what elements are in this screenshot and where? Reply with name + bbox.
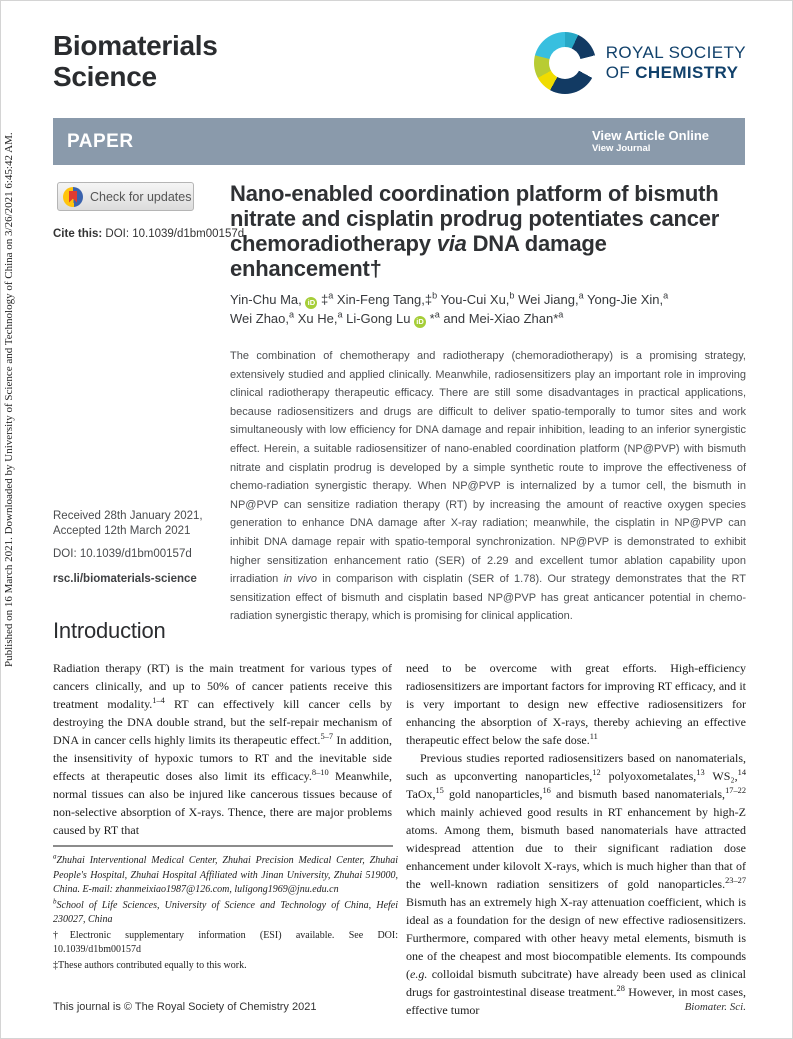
- footnote-marker-double-dagger: ‡: [53, 959, 58, 971]
- rsc-logo-of: OF: [605, 63, 636, 82]
- article-doi: DOI: 10.1039/d1bm00157d: [53, 548, 192, 560]
- footnote-marker-dagger: †: [53, 929, 70, 941]
- journal-title: [53, 30, 217, 92]
- download-statement: Published on 16 March 2021. Downloaded by University of Science and Technology of China on 3/26/2021 6:45:42 AM.: [3, 132, 15, 667]
- footnote-equal-contribution: [53, 959, 398, 974]
- footnote-text-equal: These authors contributed equally to this work.: [58, 959, 247, 971]
- cite-this-prefix: Cite this:: [53, 228, 106, 240]
- author-line-2: Wei Zhao,$^a$ Xu He,$^a$ Li-Gong Lu iD *$^a$ and Mei-Xiao Zhan*$^a$: [230, 309, 564, 326]
- article-info: [53, 509, 203, 587]
- view-journal-link[interactable]: View Journal: [591, 143, 651, 154]
- rsc-logo-line1: ROYAL SOCIETY: [605, 43, 746, 62]
- orcid-icon[interactable]: iD: [305, 297, 317, 309]
- footnote-text-b: School of Life Sciences, University of Science and Technology of China, Hefei 230027, China: [53, 899, 398, 925]
- rsc-logo-text: [606, 43, 746, 83]
- rsc-logo: [534, 32, 746, 94]
- check-for-updates-button[interactable]: [57, 182, 194, 211]
- crossmark-icon: [63, 187, 83, 207]
- rsc-logo-chemistry: CHEMISTRY: [635, 63, 739, 82]
- footnote-text-esi: Electronic supplementary information (ESI) available. See DOI: 10.1039/d1bm00157d: [53, 929, 398, 955]
- footnote-marker-a: a: [53, 852, 57, 861]
- abstract: The combination of chemotherapy and radiotherapy (chemoradiotherapy) is a promising strategy, extensively studied and applied clinically. Meanwhile, radiosensitizers play an important role in improving clinical radiotherapy therapeutic efficacy. There are still some disadvantages in practical applications, because radiosensitizers and drugs are difficult to deliver spatio-temporally to tumor sites and work simultaneously with low efficiency for DNA damage and repair inhibition, leading to an inferior synergistic effect. Herein, a suitable radiosensitizer of nano-enabled coordination platform (NP@PVP) with bismuth nitrate and cisplatin prodrug is developed by a simple synthetic route to improve the effectiveness of chemo-radiation synergistic therapy. When NP@PVP is internalized by a tumor cell, the bismuth in NP@PVP can sensitize radiation therapy (RT) by increasing the amount of reactive oxygen species generation to enhance DNA damage after X-ray radiation; meanwhile, the cisplatin in NP@PVP can inhibit DNA damage repair with spatio-temporal synchronization. NP@PVP is demonstrated to exhibit higher sensitization enhancement ratio (SER) of 2.29 and excellent tumor ablation capability upon irradiation in vivo in comparison with cisplatin (SER of 1.78). Our strategy demonstrates that the RT sensitization effect of bismuth and cisplatin based NP@PVP has great anticancer potential in chemo-radiation synergistic therapy, which is promising for clinical application.: [230, 350, 747, 623]
- page-footer: [53, 1001, 746, 1013]
- intro-paragraph-1: Radiation therapy (RT) is the main treatment for various types of cancers clinically, and up to 50% of cancer patients receive this treatment modality.$^{1-4}$ RT can effectively kill cancer cells by destroying the DNA double strand, but the self-repair mechanism of DNA in cancer cells highly limits its therapeutic effect.$^{5-7}$ In addition, the insensitivity of hypoxic tumors to RT and the inevitable side effects at therapeutic doses also limit its efficacy.$^{8-10}$ Meanwhile, normal tissues can also be injured like cancerous tissues because of non-selective absorption of X-rays. Thence, there are major problems caused by RT that: [53, 661, 393, 837]
- section-title-introduction: Introduction: [53, 618, 166, 643]
- masthead: [53, 30, 746, 94]
- received-date: Received 28th January 2021,: [53, 510, 203, 522]
- footnotes: [53, 845, 398, 974]
- intro-paragraph-2: Previous studies reported radiosensitizers based on nanomaterials, such as upconverting nanoparticles,$^{12}$ polyoxometalates,$^{13}$ WS₂,$^{14}$ TaOx,$^{15}$ gold nanoparticles,$^{16}$ and bismuth based nanomaterials,$^{17-22}$ which mainly achieved good results in RT enhancement by high-Z atoms. Among them, bismuth based nanomaterials have attracted widespread attention due to their significant radiation dose enhancement under kilovolt X-rays, which is much higher than that of the well-known radiation sensitizers of gold nanoparticles.$^{23-27}$ Bismuth has an extremely high X-ray attenuation coefficient, which is ideal as a foundation for the design of new effective radiosensitizers. Furthermore, compared with other heavy metal elements, bismuth is one of the cheapest and most biocompatible elements. Its compounds (e.g. colloidal bismuth subcitrate) have already been used as clinical drugs for gastrointestinal disease treatment.$^{28}$ However, in most cases, effective tumor: [406, 751, 746, 1017]
- footnote-affiliation-a: [53, 854, 398, 898]
- accepted-date: Accepted 12th March 2021: [53, 525, 191, 537]
- check-for-updates-label: Check for updates: [90, 189, 192, 204]
- banner-links: [592, 128, 745, 155]
- author-list: [230, 290, 746, 328]
- journal-url-link[interactable]: rsc.li/biomaterials-science: [53, 573, 197, 585]
- author-line-1: Yin-Chu Ma, iD ‡$^a$ Xin-Feng Tang,‡$^b$ You-Cui Xu,$^b$ Wei Jiang,$^a$ Yong-Jie Xin,$^a$: [230, 290, 669, 307]
- orcid-icon[interactable]: iD: [414, 316, 426, 328]
- view-article-online-link[interactable]: View Article Online: [591, 128, 709, 143]
- footnote-affiliation-b: [53, 899, 398, 928]
- footnote-divider: [53, 845, 393, 847]
- cite-this-doi[interactable]: DOI: 10.1039/d1bm00157d: [105, 228, 245, 240]
- journal-title-line1: Biomaterials: [53, 30, 218, 61]
- rsc-logo-icon: [534, 32, 596, 94]
- paper-banner: [53, 118, 745, 165]
- paper-label: PAPER: [67, 130, 134, 152]
- rsc-logo-line2: [606, 63, 746, 83]
- cite-this: [53, 228, 244, 240]
- footnote-esi: [53, 929, 398, 958]
- footnote-marker-b: b: [53, 897, 57, 906]
- intro-paragraph-1-continued: need to be overcome with great efforts. High-efficiency radiosensitizers are important factors for improving RT efficacy, and it is very important to design new effective radiosensitizers for enhancing the absorption of X-rays, thereby achieving an effective therapeutic effect below the safe dose.$^{11}$: [406, 661, 746, 747]
- footnote-text-a: Zhuhai Interventional Medical Center, Zhuhai Precision Medical Center, Zhuhai People's Hospital, Zhuhai Hospital Affiliated with Jinan University, Zhuhai 519000, China. E-mail: zhanmeixiao1987@126.com, luligong1969@jnu.edu.cn: [53, 855, 398, 895]
- body-column-right: [406, 659, 746, 1019]
- journal-title-line2: Science: [53, 61, 157, 92]
- footer-journal-abbrev: Biomater. Sci.: [684, 1001, 746, 1013]
- body-column-left: [53, 659, 392, 839]
- article-title: Nano-enabled coordination platform of bismuth nitrate and cisplatin prodrug potentiates cancer chemoradiotherapy via DNA damage enhancement†: [230, 181, 720, 281]
- footer-copyright: This journal is © The Royal Society of Chemistry 2021: [53, 1001, 317, 1013]
